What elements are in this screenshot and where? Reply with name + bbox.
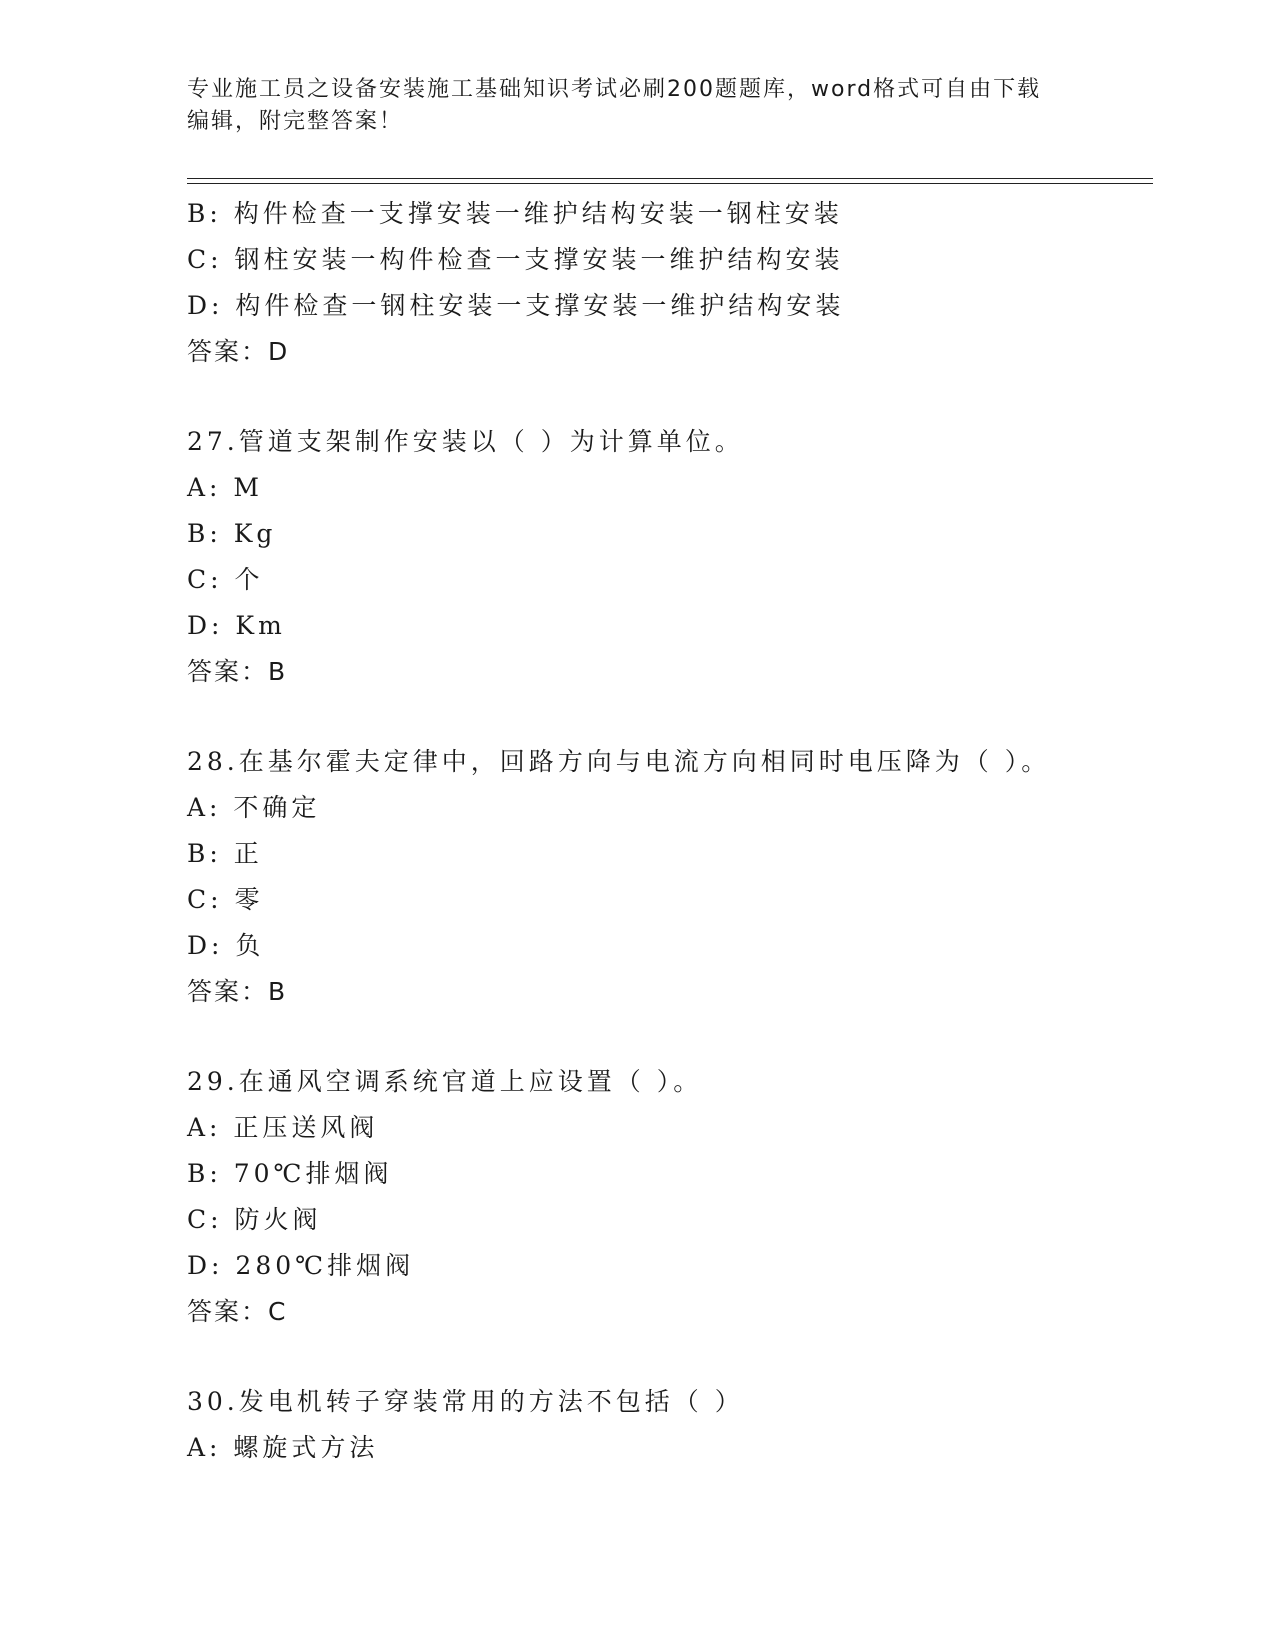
option-d: D: 构件检查一钢柱安装一支撑安装一维护结构安装 [187,291,845,320]
question-29 [187,1059,1147,1335]
option-d: D: 负 [187,931,265,960]
option-b: B: 正 [187,839,263,868]
option-d: D: Km [187,611,286,640]
option-a: A: 螺旋式方法 [187,1433,379,1462]
option-b: B: Kg [187,519,277,548]
option-b: B: 70℃排烟阀 [187,1159,393,1188]
question-stem: 28.在基尔霍夫定律中，回路方向与电流方向相同时电压降为（ ）。 [187,747,1051,776]
question-28 [187,739,1147,1015]
question-stem: 30.发电机转子穿装常用的方法不包括（ ） [187,1387,744,1416]
answer: 答案：D [187,337,290,366]
answer: 答案：C [187,1297,288,1326]
document-header [187,74,1087,138]
option-a: A: 正压送风阀 [187,1113,379,1142]
spacer [187,1015,1147,1059]
question-stem: 29.在通风空调系统官道上应设置（ ）。 [187,1067,703,1096]
question-stem: 27.管道支架制作安装以（ ）为计算单位。 [187,427,744,456]
option-c: C: 钢柱安装一构件检查一支撑安装一维护结构安装 [187,245,844,274]
option-a: A: M [187,473,264,502]
question-27 [187,419,1147,695]
option-c: C: 防火阀 [187,1205,322,1234]
question-list [187,191,1147,1471]
header-divider-bottom [187,183,1153,184]
answer: 答案：B [187,657,288,686]
header-title-line-2: 编辑，附完整答案！ [187,109,404,134]
question-30 [187,1379,1147,1471]
option-b: B: 构件检查一支撑安装一维护结构安装一钢柱安装 [187,199,843,228]
answer: 答案：B [187,977,288,1006]
option-c: C: 个 [187,565,264,594]
question-26 [187,191,1147,375]
header-divider-top [187,178,1153,179]
spacer [187,1335,1147,1379]
header-title-line-1: 专业施工员之设备安装施工基础知识考试必刷200题题库，word格式可自由下载 [187,77,1042,102]
spacer [187,695,1147,739]
option-d: D: 280℃排烟阀 [187,1251,415,1280]
option-c: C: 零 [187,885,264,914]
spacer [187,375,1147,419]
option-a: A: 不确定 [187,793,321,822]
